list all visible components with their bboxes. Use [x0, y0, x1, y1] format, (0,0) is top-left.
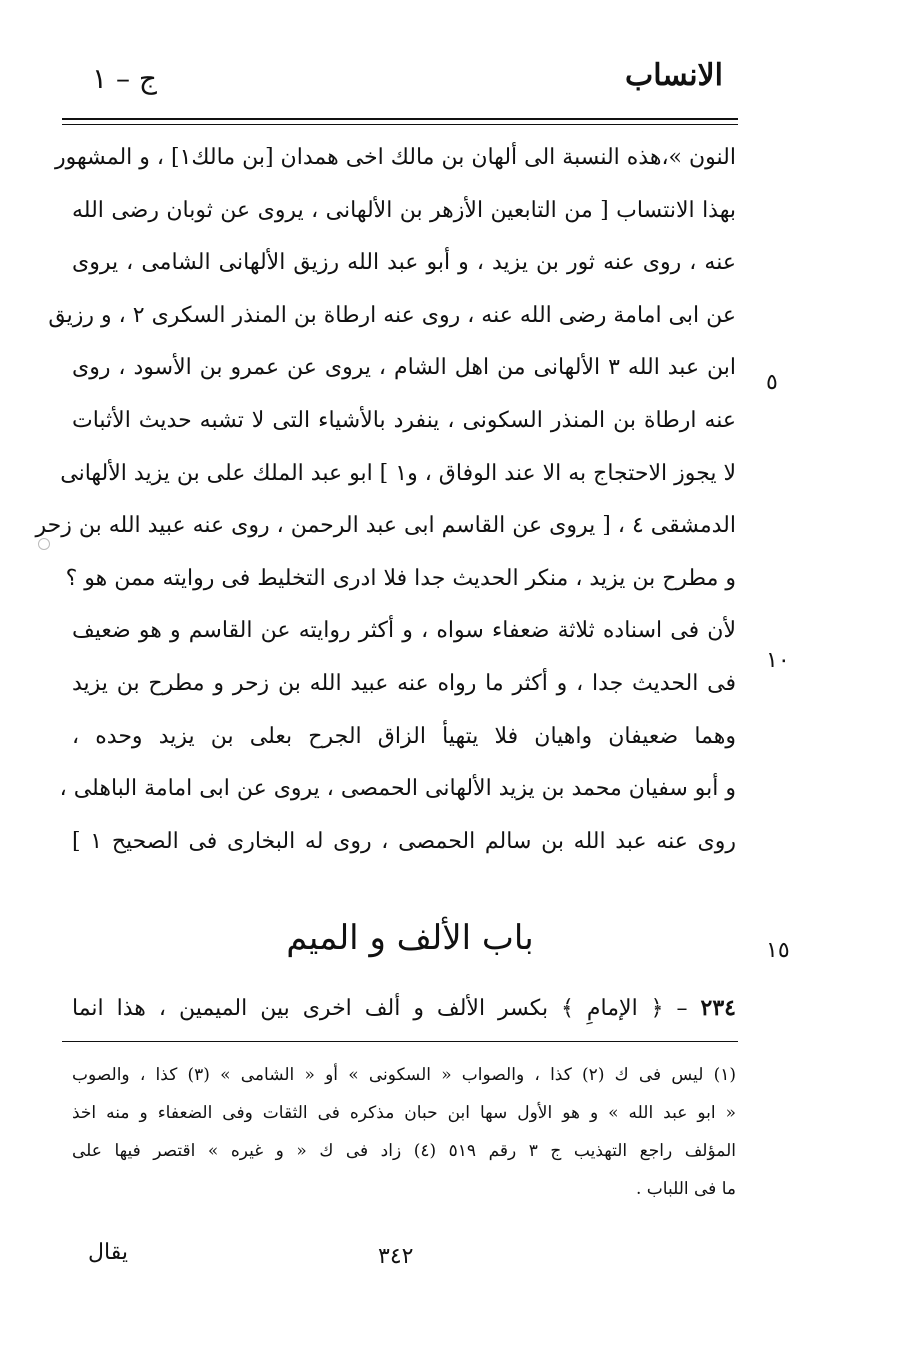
- body-line: عنه ارطاة بن المنذر السكونى ، ينفرد بالأشياء التى لا تشبه حديث الأثبات: [72, 407, 736, 433]
- body-line: و مطرح بن يزيد ، منكر الحديث جدا فلا ادرى التخليط فى روايته ممن هو ؟: [65, 565, 736, 591]
- body-line: وهما ضعيفان واهيان فلا يتهيأ الزاق الجرح بعلى بن يزيد وحده ،: [72, 723, 736, 749]
- paper-blemish: [38, 538, 50, 550]
- body-line: روى عنه عبد الله بن سالم الحمصى ، روى له البخارى فى الصحيح ١ ]: [72, 828, 736, 854]
- volume-label: ج – ١: [92, 62, 157, 95]
- body-line: النون »،هذه النسبة الى ألهان بن مالك اخى همدان [بن مالك١] ، و المشهور: [54, 145, 736, 170]
- line-number-5: ٥: [766, 370, 778, 395]
- body-line: لأن فى اسناده ثلاثة ضعفاء سواه ، و أكثر روايته عن القاسم و هو ضعيف: [72, 618, 736, 644]
- footnote-line: (١) ليس فى ك (٢) كذا ، والصواب « السكونى » أو « الشامى » (٣) كذا ، والصوب: [72, 1065, 736, 1085]
- body-line: عن ابى امامة رضى الله عنه ، روى عنه ارطاة بن المنذر السكرى ٢ ، و رزيق: [48, 302, 736, 328]
- running-title: الانساب: [625, 58, 723, 93]
- header-rule-thin: [62, 124, 738, 125]
- section-heading: باب الألف و الميم: [286, 918, 534, 958]
- entry-text: – ﴿ الإمامِ ﴾ بكسر الألف و ألف اخرى بين الميمين ، هذا انما: [72, 996, 688, 1021]
- line-number-15: ١٥: [766, 938, 790, 963]
- entry-number: ٢٣٤: [700, 995, 736, 1021]
- footnote-rule: [62, 1041, 738, 1042]
- body-line: ابن عبد الله ٣ الألهانى من اهل الشام ، يروى عن عمرو بن الأسود ، روى: [72, 355, 737, 381]
- body-text: [35, 132, 737, 868]
- footnote-line: المؤلف راجع التهذيب ج ٣ رقم ٥١٩ (٤) زاد فى ك « و غيره » اقتصر فيها على: [72, 1141, 736, 1161]
- body-line: عنه ، روى عنه ثور بن يزيد ، و أبو عبد الله رزيق الألهانى الشامى ، يروى: [72, 250, 736, 276]
- footnote-line: « ابو عبد الله » و هو الأول سها ابن حبان مذكره فى الثقات وفى الضعفاء و منه اخذ: [72, 1103, 736, 1123]
- footnote-line: ما فى اللباب .: [635, 1179, 736, 1199]
- page-number: ٣٤٢: [378, 1244, 414, 1269]
- entry-line: [72, 986, 736, 1031]
- line-number-10: ١٠: [766, 648, 790, 673]
- catchword: يقال: [88, 1240, 128, 1265]
- body-line: الدمشقى ٤ ، [ يروى عن القاسم ابى عبد الرحمن ، روى عنه عبيد الله بن زحر: [35, 513, 736, 539]
- footnotes: [72, 1056, 736, 1208]
- body-line: لا يجوز الاحتجاج به الا عند الوفاق ، و١ ] ابو عبد الملك على بن يزيد الألهانى: [60, 460, 736, 486]
- header-rule: [62, 118, 738, 120]
- body-line: و أبو سفيان محمد بن يزيد الألهانى الحمصى ، يروى عن ابى امامة الباهلى ،: [59, 776, 736, 802]
- body-line: فى الحديث جدا ، و أكثر ما رواه عنه عبيد الله بن زحر و مطرح بن يزيد: [72, 670, 736, 696]
- body-line: بهذا الانتساب [ من التابعين الأزهر بن الألهانى ، يروى عن ثوبان رضى الله: [72, 197, 736, 223]
